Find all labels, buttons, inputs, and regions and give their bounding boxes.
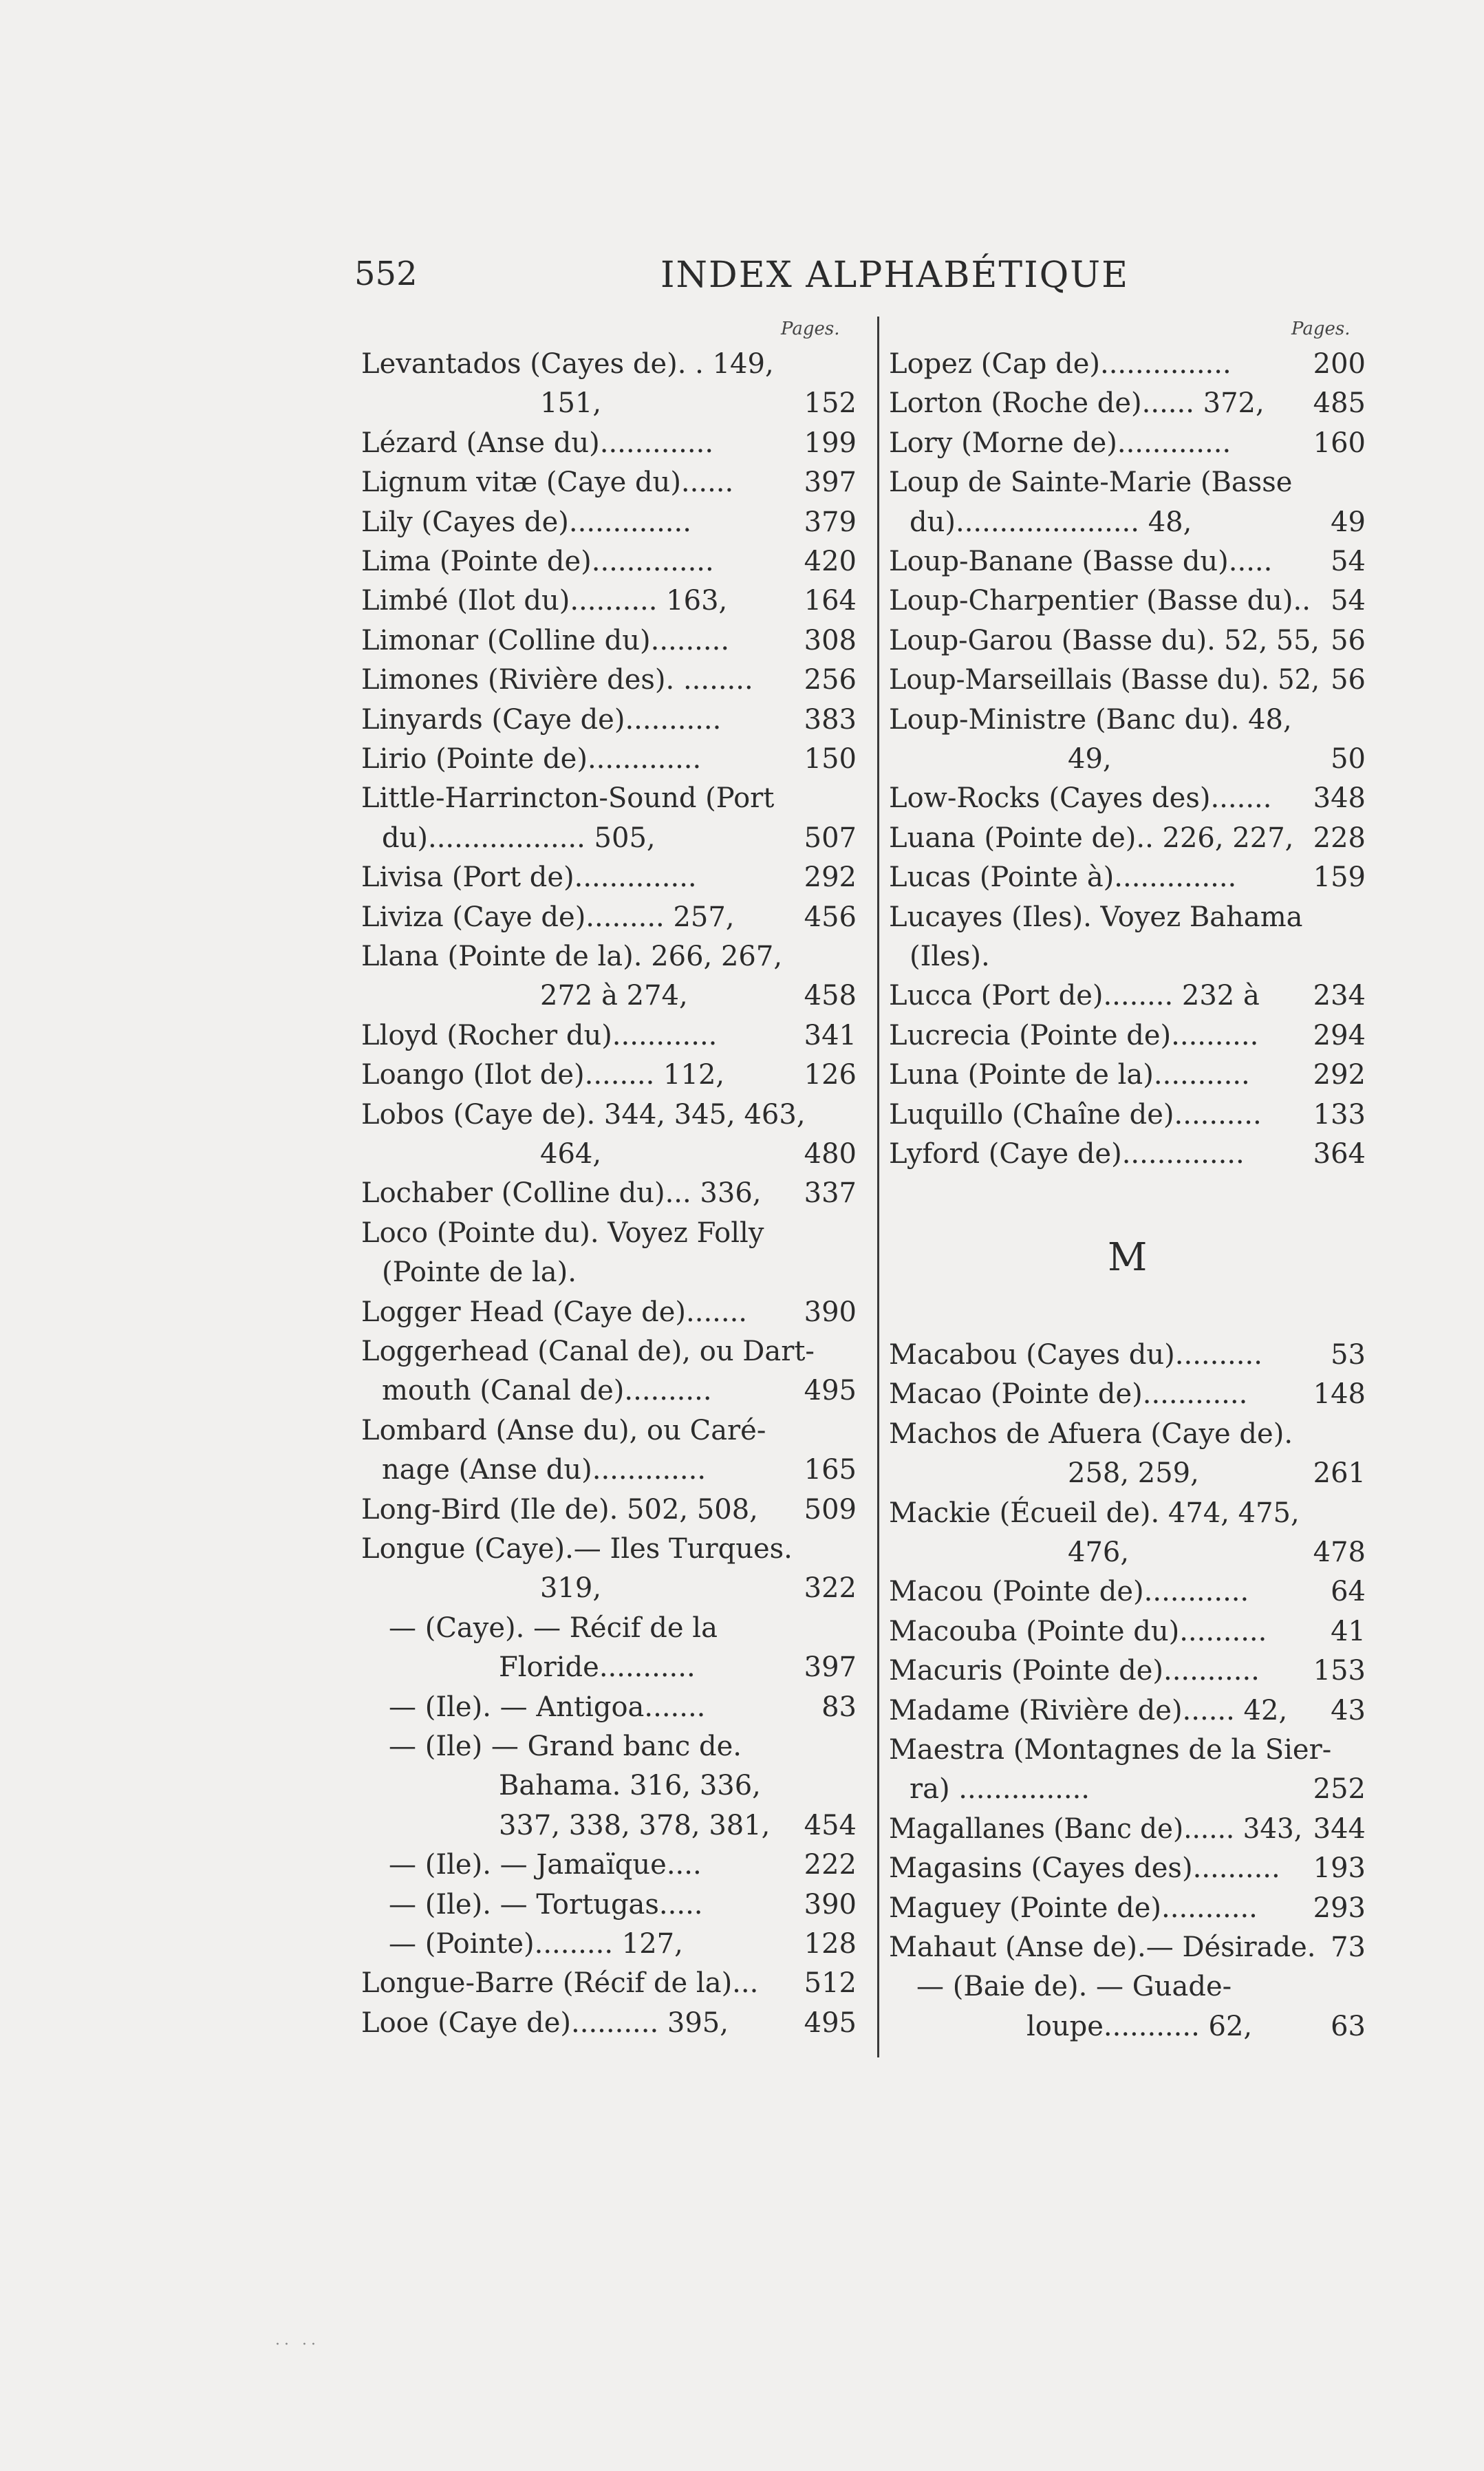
entry-page-number: 128 bbox=[804, 1928, 857, 1960]
entry-page-number: 228 bbox=[1313, 822, 1366, 854]
index-entry bbox=[361, 1687, 857, 1726]
index-entry bbox=[361, 1924, 857, 1962]
index-entry bbox=[889, 1691, 1366, 1729]
entry-text: mouth (Canal de).......... bbox=[382, 1375, 712, 1407]
entry-text: Macouba (Pointe du).......... bbox=[889, 1615, 1267, 1647]
entry-page-number: 193 bbox=[1313, 1852, 1366, 1885]
entry-page-number: 43 bbox=[1331, 1694, 1366, 1726]
entry-text: Lobos (Caye de). 344, 345, 463, bbox=[361, 1098, 806, 1131]
entry-text: Lignum vitæ (Caye du)...... bbox=[361, 467, 734, 499]
index-entry bbox=[889, 1374, 1366, 1413]
entry-text: Looe (Caye de).......... 395, bbox=[361, 2007, 729, 2039]
entry-page-number: 293 bbox=[1313, 1892, 1366, 1924]
index-entry bbox=[889, 1414, 1366, 1453]
index-entry bbox=[361, 1016, 857, 1054]
entry-page-number: 256 bbox=[804, 664, 857, 696]
entry-text: Maestra (Montagnes de la Sier- bbox=[889, 1734, 1332, 1766]
entry-text: Maguey (Pointe de)........... bbox=[889, 1892, 1258, 1924]
entry-text: du).................. 505, bbox=[382, 822, 656, 854]
entry-text: Lima (Pointe de).............. bbox=[361, 546, 714, 577]
index-entry bbox=[361, 1252, 857, 1291]
index-entry bbox=[889, 581, 1366, 619]
index-entry bbox=[889, 937, 1366, 975]
entry-page-number: 420 bbox=[804, 546, 857, 577]
entry-text: Llana (Pointe de la). 266, 267, bbox=[361, 941, 783, 972]
entry-text: loupe........... 62, bbox=[1026, 2010, 1253, 2042]
entry-text: Low-Rocks (Cayes des)....... bbox=[889, 782, 1272, 815]
entry-page-number: 390 bbox=[804, 1296, 857, 1328]
entry-page-number: 153 bbox=[1313, 1655, 1366, 1687]
entry-text: Macao (Pointe de)............ bbox=[889, 1378, 1248, 1411]
index-entry bbox=[361, 1331, 857, 1370]
index-entry bbox=[361, 700, 857, 738]
index-entry bbox=[889, 542, 1366, 580]
index-entry bbox=[361, 383, 857, 422]
entry-text: Luquillo (Chaîne de).......... bbox=[889, 1098, 1262, 1131]
index-entry bbox=[889, 344, 1366, 383]
entry-text: 272 à 274, bbox=[540, 980, 688, 1012]
index-entry bbox=[361, 1213, 857, 1252]
entry-page-number: 83 bbox=[821, 1691, 857, 1723]
entry-text: Lopez (Cap de)............... bbox=[889, 348, 1232, 380]
entry-text: Long-Bird (Ile de). 502, 508, bbox=[361, 1493, 758, 1526]
entry-page-number: 495 bbox=[804, 1375, 857, 1407]
index-entry bbox=[889, 857, 1366, 896]
page-number: 552 bbox=[354, 255, 418, 293]
entry-text: 476, bbox=[1068, 1537, 1130, 1568]
index-entry bbox=[889, 1572, 1366, 1610]
entry-text: Loup-Charpentier (Basse du).. bbox=[889, 585, 1311, 617]
entry-text: Madame (Rivière de)...... 42, bbox=[889, 1694, 1288, 1726]
entry-text: 258, 259, bbox=[1068, 1457, 1199, 1490]
index-entry bbox=[361, 1647, 857, 1686]
entry-text: Lombard (Anse du), ou Caré- bbox=[361, 1414, 766, 1446]
entry-text: (Iles). bbox=[910, 941, 990, 972]
index-entry bbox=[361, 739, 857, 778]
entry-text: Loup-Banane (Basse du)..... bbox=[889, 546, 1273, 577]
index-entry bbox=[361, 1411, 857, 1449]
entry-page-number: 49 bbox=[1331, 506, 1366, 538]
entry-text: Mahaut (Anse de).— Désirade. bbox=[889, 1932, 1316, 1963]
entry-page-number: 397 bbox=[804, 1651, 857, 1684]
entry-text: — (Baie de). — Guade- bbox=[916, 1971, 1232, 2003]
entry-text: Lucayes (Iles). Voyez Bahama bbox=[889, 901, 1303, 933]
index-entry bbox=[889, 1134, 1366, 1173]
index-entry bbox=[361, 1450, 857, 1488]
entry-text: Logger Head (Caye de)....... bbox=[361, 1296, 748, 1328]
index-entry bbox=[889, 1493, 1366, 1532]
entry-page-number: 63 bbox=[1331, 2010, 1366, 2042]
index-entry bbox=[361, 502, 857, 541]
index-entry bbox=[361, 1963, 857, 2002]
index-entry bbox=[889, 700, 1366, 738]
index-entry bbox=[889, 383, 1366, 422]
index-entry bbox=[889, 897, 1366, 936]
index-entry bbox=[889, 1967, 1366, 2005]
page-header: INDEX ALPHABÉTIQUE bbox=[660, 255, 1130, 296]
entry-text: Lucas (Pointe à).............. bbox=[889, 862, 1237, 894]
index-entry bbox=[889, 739, 1366, 778]
index-entry bbox=[361, 542, 857, 580]
entry-text: Luna (Pointe de la)........... bbox=[889, 1059, 1250, 1091]
entry-text: Longue (Caye).— Iles Turques. bbox=[361, 1533, 793, 1565]
entry-page-number: 56 bbox=[1331, 664, 1366, 696]
index-entry bbox=[889, 1888, 1366, 1927]
entry-text: Luana (Pointe de).. 226, 227, bbox=[889, 822, 1294, 854]
index-entry bbox=[889, 778, 1366, 817]
entry-text: Livisa (Port de).............. bbox=[361, 862, 697, 894]
entry-page-number: 495 bbox=[804, 2007, 857, 2039]
index-entry bbox=[361, 344, 857, 383]
entry-text: Limonar (Colline du)......... bbox=[361, 624, 730, 656]
entry-text: Lézard (Anse du)............. bbox=[361, 427, 714, 459]
entry-text: Lorton (Roche de)...... 372, bbox=[889, 387, 1265, 420]
entry-text: Lirio (Pointe de)............. bbox=[361, 743, 702, 775]
entry-text: Loup-Ministre (Banc du). 48, bbox=[889, 703, 1292, 736]
column-divider bbox=[877, 317, 879, 2057]
index-entry bbox=[889, 1612, 1366, 1650]
entry-page-number: 322 bbox=[804, 1572, 857, 1605]
entry-text: Magasins (Cayes des).......... bbox=[889, 1852, 1280, 1885]
entry-page-number: 165 bbox=[804, 1454, 857, 1486]
entry-page-number: 200 bbox=[1313, 348, 1366, 380]
index-entry bbox=[889, 462, 1366, 501]
entry-text: Lyford (Caye de).............. bbox=[889, 1138, 1245, 1170]
index-entry bbox=[361, 1529, 857, 1568]
entry-text: Loup-Garou (Basse du). 52, 55, bbox=[889, 624, 1320, 656]
entry-page-number: 222 bbox=[804, 1849, 857, 1881]
index-entry bbox=[361, 818, 857, 857]
entry-text: — (Ile). — Antigoa....... bbox=[389, 1691, 706, 1723]
entry-text: Bahama. 316, 336, bbox=[499, 1770, 761, 1802]
entry-page-number: 512 bbox=[804, 1967, 857, 2000]
entry-page-number: 252 bbox=[1313, 1773, 1366, 1806]
entry-text: Loggerhead (Canal de), ou Dart- bbox=[361, 1336, 815, 1367]
index-entry bbox=[889, 502, 1366, 541]
index-entry bbox=[889, 818, 1366, 857]
stray-mark: ·· ·· bbox=[275, 2336, 320, 2353]
entry-text: Loup de Sainte-Marie (Basse bbox=[889, 467, 1293, 499]
entry-text: 319, bbox=[540, 1572, 602, 1605]
entry-page-number: 509 bbox=[804, 1493, 857, 1526]
index-entry bbox=[361, 1726, 857, 1765]
entry-text: Machos de Afuera (Caye de). bbox=[889, 1418, 1293, 1450]
entry-page-number: 261 bbox=[1313, 1457, 1366, 1490]
entry-page-number: 53 bbox=[1331, 1339, 1366, 1371]
index-entry bbox=[361, 1173, 857, 1212]
entry-text: Liviza (Caye de)......... 257, bbox=[361, 901, 735, 933]
entry-page-number: 292 bbox=[804, 862, 857, 894]
entry-text: 151, bbox=[540, 387, 602, 420]
index-entry bbox=[361, 1885, 857, 1923]
index-entry bbox=[361, 1055, 857, 1093]
index-entry bbox=[361, 1095, 857, 1133]
entry-text: — (Pointe)......... 127, bbox=[389, 1928, 683, 1960]
entry-page-number: 126 bbox=[804, 1059, 857, 1091]
entry-text: Floride........... bbox=[499, 1651, 696, 1684]
entry-page-number: 56 bbox=[1331, 624, 1366, 656]
entry-page-number: 199 bbox=[804, 427, 857, 459]
index-entry bbox=[361, 1806, 857, 1844]
index-entry bbox=[889, 976, 1366, 1014]
index-entry bbox=[361, 1568, 857, 1607]
entry-text: — (Caye). — Récif de la bbox=[389, 1612, 718, 1644]
entry-text: nage (Anse du)............. bbox=[382, 1454, 707, 1486]
entry-page-number: 458 bbox=[804, 980, 857, 1012]
index-entry bbox=[361, 897, 857, 936]
index-entry bbox=[361, 1134, 857, 1173]
entry-page-number: 159 bbox=[1313, 862, 1366, 894]
index-entry bbox=[361, 621, 857, 659]
entry-page-number: 485 bbox=[1313, 387, 1366, 420]
entry-page-number: 456 bbox=[804, 901, 857, 933]
entry-page-number: 64 bbox=[1331, 1576, 1366, 1608]
entry-page-number: 292 bbox=[1313, 1059, 1366, 1091]
entry-text: 464, bbox=[540, 1138, 602, 1170]
entry-page-number: 364 bbox=[1313, 1138, 1366, 1170]
index-entry bbox=[889, 1651, 1366, 1689]
entry-page-number: 73 bbox=[1331, 1932, 1366, 1963]
entry-page-number: 379 bbox=[804, 506, 857, 538]
index-entry bbox=[889, 2007, 1366, 2045]
entry-page-number: 152 bbox=[804, 387, 857, 420]
index-entry bbox=[889, 1848, 1366, 1887]
index-entry bbox=[889, 1927, 1366, 1966]
entry-text: Lory (Morne de)............. bbox=[889, 427, 1232, 459]
index-entry bbox=[889, 1809, 1366, 1848]
index-entry bbox=[361, 778, 857, 817]
entry-text: Macabou (Cayes du).......... bbox=[889, 1339, 1262, 1371]
entry-text: Longue-Barre (Récif de la)... bbox=[361, 1967, 759, 2000]
index-entry bbox=[889, 1453, 1366, 1492]
entry-page-number: 148 bbox=[1313, 1378, 1366, 1411]
index-entry bbox=[361, 462, 857, 501]
entry-page-number: 478 bbox=[1313, 1537, 1366, 1568]
entry-text: du)..................... 48, bbox=[910, 506, 1192, 538]
entry-text: Loco (Pointe du). Voyez Folly bbox=[361, 1217, 764, 1249]
entry-page-number: 150 bbox=[804, 743, 857, 775]
entry-text: ra) ............... bbox=[910, 1773, 1090, 1806]
index-entry bbox=[361, 1766, 857, 1804]
entry-page-number: 480 bbox=[804, 1138, 857, 1170]
entry-page-number: 454 bbox=[804, 1809, 857, 1841]
entry-page-number: 308 bbox=[804, 624, 857, 656]
index-entry bbox=[361, 937, 857, 975]
entry-page-number: 294 bbox=[1313, 1019, 1366, 1051]
right-pages-label: Pages. bbox=[1291, 319, 1351, 339]
entry-text: (Pointe de la). bbox=[382, 1256, 577, 1289]
entry-text: — (Ile). — Tortugas..... bbox=[389, 1888, 703, 1921]
index-entry bbox=[361, 2003, 857, 2042]
index-entry bbox=[361, 423, 857, 462]
index-entry bbox=[361, 1490, 857, 1528]
index-entry bbox=[889, 621, 1366, 659]
entry-page-number: 397 bbox=[804, 467, 857, 499]
entry-page-number: 41 bbox=[1331, 1615, 1366, 1647]
index-entry bbox=[361, 660, 857, 698]
entry-text: Lucrecia (Pointe de).......... bbox=[889, 1019, 1259, 1051]
section-letter: M bbox=[1108, 1235, 1148, 1280]
index-entry bbox=[361, 581, 857, 619]
entry-text: Mackie (Écueil de). 474, 475, bbox=[889, 1497, 1300, 1529]
entry-text: Macuris (Pointe de)........... bbox=[889, 1655, 1260, 1687]
entry-page-number: 390 bbox=[804, 1888, 857, 1921]
entry-page-number: 133 bbox=[1313, 1098, 1366, 1131]
entry-text: Loango (Ilot de)........ 112, bbox=[361, 1059, 725, 1091]
index-entry bbox=[361, 1292, 857, 1331]
index-entry bbox=[889, 1095, 1366, 1133]
index-entry bbox=[361, 1371, 857, 1409]
entry-page-number: 344 bbox=[1313, 1812, 1366, 1845]
index-entry bbox=[889, 1016, 1366, 1054]
entry-text: Loup-Marseillais (Basse du). 52, bbox=[889, 664, 1320, 696]
entry-page-number: 54 bbox=[1331, 546, 1366, 577]
index-entry bbox=[889, 1532, 1366, 1571]
entry-page-number: 54 bbox=[1331, 585, 1366, 617]
entry-text: Linyards (Caye de)........... bbox=[361, 703, 722, 736]
entry-text: Lochaber (Colline du)... 336, bbox=[361, 1177, 762, 1210]
index-entry bbox=[889, 1769, 1366, 1808]
index-entry bbox=[889, 660, 1366, 698]
entry-page-number: 164 bbox=[804, 585, 857, 617]
entry-page-number: 341 bbox=[804, 1019, 857, 1051]
entry-text: Limones (Rivière des). ........ bbox=[361, 664, 753, 696]
entry-text: Lucca (Port de)........ 232 à bbox=[889, 980, 1260, 1012]
entry-text: Little-Harrincton-Sound (Port bbox=[361, 782, 775, 815]
entry-text: — (Ile). — Jamaïque.... bbox=[389, 1849, 702, 1881]
entry-page-number: 234 bbox=[1313, 980, 1366, 1012]
entry-text: Lily (Cayes de).............. bbox=[361, 506, 691, 538]
index-entry bbox=[889, 1730, 1366, 1768]
entry-text: Limbé (Ilot du).......... 163, bbox=[361, 585, 728, 617]
index-entry bbox=[889, 1055, 1366, 1093]
entry-page-number: 507 bbox=[804, 822, 857, 854]
entry-text: Lloyd (Rocher du)............ bbox=[361, 1019, 718, 1051]
entry-text: Macou (Pointe de)............ bbox=[889, 1576, 1249, 1608]
entry-text: Magallanes (Banc de)...... 343, bbox=[889, 1812, 1303, 1845]
entry-page-number: 337 bbox=[804, 1177, 857, 1210]
entry-text: 49, bbox=[1068, 743, 1112, 775]
index-entry bbox=[361, 976, 857, 1014]
index-entry bbox=[889, 423, 1366, 462]
entry-text: — (Ile) — Grand banc de. bbox=[389, 1731, 742, 1762]
index-entry bbox=[361, 857, 857, 896]
index-entry bbox=[889, 1335, 1366, 1373]
index-entry bbox=[361, 1608, 857, 1647]
left-pages-label: Pages. bbox=[781, 319, 840, 339]
entry-text: Levantados (Cayes de). . 149, bbox=[361, 348, 774, 380]
entry-page-number: 160 bbox=[1313, 427, 1366, 459]
entry-page-number: 348 bbox=[1313, 782, 1366, 815]
entry-page-number: 50 bbox=[1331, 743, 1366, 775]
entry-page-number: 383 bbox=[804, 703, 857, 736]
entry-text: 337, 338, 378, 381, bbox=[499, 1809, 771, 1841]
index-entry bbox=[361, 1845, 857, 1883]
